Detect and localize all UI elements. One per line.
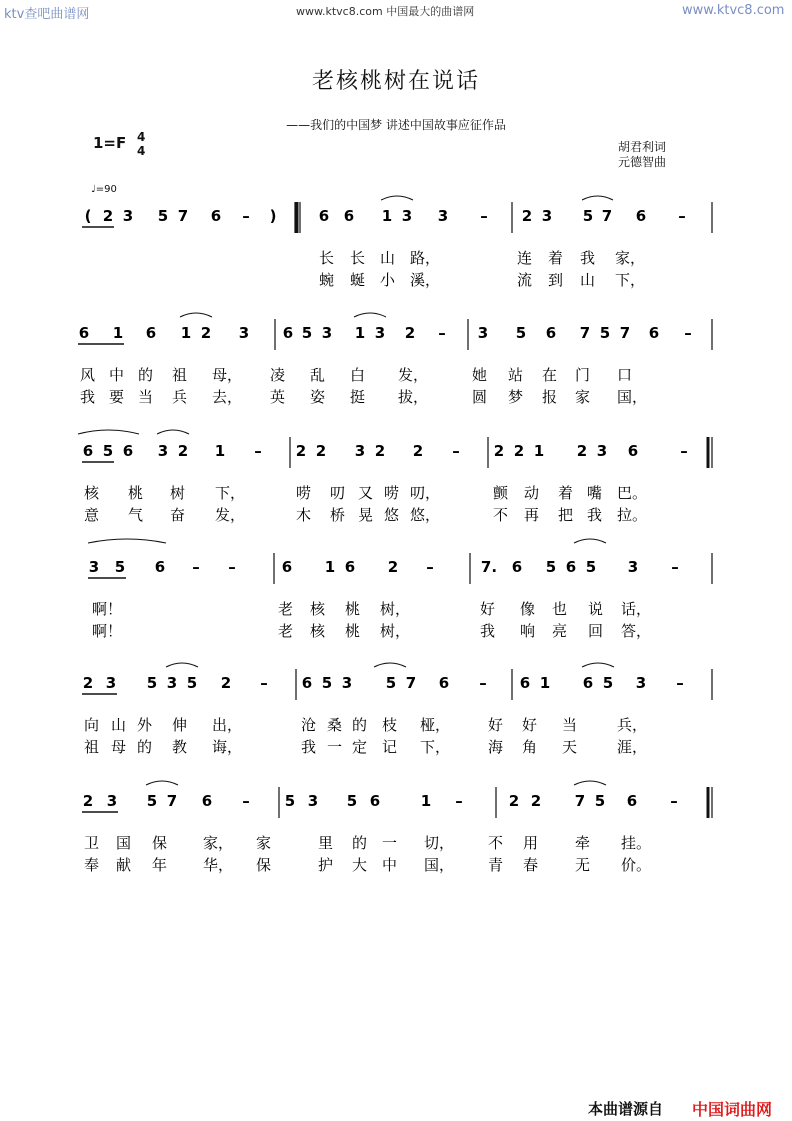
lyric-syllable: 定 <box>352 738 368 756</box>
slur-arc <box>374 663 406 667</box>
lyric-syllable: 国， <box>617 388 648 406</box>
lyric-syllable: 桑 <box>327 716 343 734</box>
lyric-syllable: 门 <box>575 366 591 384</box>
lyric-syllable: 一 <box>382 834 398 852</box>
lyric-syllable: 叨， <box>410 484 441 502</box>
lyric-syllable: 流 <box>517 271 533 289</box>
jianpu-note: 5 <box>515 324 527 342</box>
jianpu-note: – <box>242 207 250 225</box>
lyric-syllable: 着 <box>558 484 574 502</box>
lyric-syllable: 好 <box>480 600 496 618</box>
jianpu-note: 3 <box>627 558 639 576</box>
lyric-syllable: 答， <box>621 622 652 640</box>
lyric-syllable: 唠 <box>384 484 400 502</box>
lyric-syllable: 啊！ <box>92 622 123 640</box>
jianpu-note: 5 <box>301 324 313 342</box>
lyric-syllable: 祖 <box>172 366 188 384</box>
jianpu-note: 3 <box>635 674 647 692</box>
lyric-syllable: 着 <box>548 249 564 267</box>
jianpu-note: 2 <box>177 442 189 460</box>
lyric-syllable: 卫 <box>84 834 100 852</box>
lyric-syllable: 用 <box>523 834 539 852</box>
jianpu-note: 3 <box>122 207 134 225</box>
jianpu-note: 5 <box>321 674 333 692</box>
lyric-syllable: 英 <box>270 388 286 406</box>
lyric-syllable: 中 <box>109 366 125 384</box>
lyric-syllable: 唠 <box>296 484 312 502</box>
jianpu-note: 2 <box>387 558 399 576</box>
lyric-syllable: 挂。 <box>621 834 652 852</box>
jianpu-note: 1 <box>539 674 551 692</box>
lyric-syllable: 天 <box>562 738 578 756</box>
jianpu-note: 3 <box>238 324 250 342</box>
jianpu-note: 3 <box>541 207 553 225</box>
lyric-syllable: 再 <box>524 506 540 524</box>
lyric-syllable: 老 <box>278 622 294 640</box>
lyric-syllable: 桥 <box>330 506 346 524</box>
lyric-syllable: 悠， <box>410 506 441 524</box>
lyric-syllable: 蜿 <box>319 271 335 289</box>
lyric-syllable: 的 <box>352 716 368 734</box>
site-link-right[interactable]: www.ktvc8.com <box>682 3 785 18</box>
jianpu-note: – <box>242 792 250 810</box>
jianpu-note: 7 <box>177 207 189 225</box>
jianpu-note: 1 <box>324 558 336 576</box>
slur-arc <box>354 313 386 317</box>
lyric-syllable: 不 <box>493 506 509 524</box>
jianpu-note: – <box>254 442 262 460</box>
jianpu-note: 3 <box>106 792 118 810</box>
time-signature-top: 4 <box>137 130 146 144</box>
slur-arc <box>574 781 606 785</box>
lyric-syllable: 一 <box>327 738 343 756</box>
lyric-syllable: 发， <box>215 506 246 524</box>
jianpu-note: 2 <box>530 792 542 810</box>
lyric-syllable: 年 <box>152 856 168 874</box>
lyric-syllable: 祖 <box>84 738 100 756</box>
jianpu-note: 2 <box>315 442 327 460</box>
jianpu-note: 1 <box>214 442 226 460</box>
lyric-syllable: 巴。 <box>617 484 648 502</box>
lyric-syllable: 树 <box>170 484 186 502</box>
jianpu-note: 5 <box>582 207 594 225</box>
jianpu-note: 7 <box>166 792 178 810</box>
lyric-syllable: 伸 <box>172 716 188 734</box>
song-title: 老核桃树在说话 <box>311 69 480 94</box>
jianpu-note: 6 <box>369 792 381 810</box>
lyric-syllable: 大 <box>352 856 368 874</box>
lyric-syllable: 在 <box>542 366 558 384</box>
lyric-syllable: 动 <box>524 484 540 502</box>
lyric-syllable: 发， <box>398 366 429 384</box>
jianpu-note: 1 <box>381 207 393 225</box>
lyric-syllable: 家， <box>203 834 234 852</box>
jianpu-note: – <box>480 207 488 225</box>
lyric-syllable: 回 <box>588 622 604 640</box>
lyric-syllable: 的 <box>137 738 153 756</box>
jianpu-note: – <box>438 324 446 342</box>
jianpu-note: 2 <box>508 792 520 810</box>
lyric-syllable: 晃 <box>358 506 374 524</box>
lyric-syllable: 国 <box>116 834 132 852</box>
jianpu-note: – <box>426 558 434 576</box>
lyric-syllable: 啊！ <box>92 600 123 618</box>
slur-arc <box>582 663 614 667</box>
lyric-syllable: 桃 <box>345 622 361 640</box>
jianpu-note: – <box>479 674 487 692</box>
jianpu-note: 6 <box>122 442 134 460</box>
lyric-syllable: 嘴 <box>587 484 603 502</box>
lyric-syllable: 枝 <box>382 716 398 734</box>
jianpu-note: 6 <box>648 324 660 342</box>
jianpu-note: 6 <box>210 207 222 225</box>
jianpu-note: 6 <box>301 674 313 692</box>
lyric-syllable: 保 <box>256 856 272 874</box>
song-subtitle: ——我们的中国梦 讲述中国故事应征作品 <box>286 118 506 132</box>
jianpu-note: 7 <box>574 792 586 810</box>
lyric-syllable: 当 <box>562 716 578 734</box>
jianpu-note: 5 <box>157 207 169 225</box>
jianpu-note: 6 <box>82 442 94 460</box>
jianpu-note: 5 <box>585 558 597 576</box>
lyric-syllable: 奉 <box>84 856 100 874</box>
jianpu-note: 5 <box>545 558 557 576</box>
lyric-syllable: 母 <box>111 738 127 756</box>
site-banner: www.ktvc8.com 中国最大的曲谱网 <box>296 5 475 18</box>
lyric-syllable: 下， <box>420 738 451 756</box>
lyric-syllable: 教 <box>172 738 188 756</box>
lyric-syllable: 长 <box>350 249 366 267</box>
lyric-syllable: 无 <box>575 856 591 874</box>
jianpu-note: 3 <box>105 674 117 692</box>
lyric-syllable: 出， <box>212 716 243 734</box>
lyric-syllable: 青 <box>488 856 504 874</box>
jianpu-note: 6 <box>627 442 639 460</box>
jianpu-note: 5 <box>346 792 358 810</box>
slur-arc <box>582 196 613 200</box>
lyric-syllable: 姿 <box>310 388 326 406</box>
lyric-syllable: 春 <box>523 856 539 874</box>
site-logo-left[interactable]: ktv查吧曲谱网 <box>4 7 90 22</box>
lyric-syllable: 我 <box>301 738 317 756</box>
slur-arc <box>146 781 178 785</box>
lyric-syllable: 路， <box>410 249 441 267</box>
jianpu-note: 2 <box>220 674 232 692</box>
jianpu-note: – <box>684 324 692 342</box>
lyric-syllable: 桃 <box>345 600 361 618</box>
jianpu-note: 6 <box>438 674 450 692</box>
jianpu-note: 5 <box>284 792 296 810</box>
slur-arc <box>157 430 189 434</box>
jianpu-note: 7 <box>579 324 591 342</box>
lyric-syllable: 溪， <box>410 271 441 289</box>
lyric-syllable: 山 <box>380 249 396 267</box>
jianpu-note: 5 <box>602 674 614 692</box>
jianpu-note: 3 <box>477 324 489 342</box>
jianpu-note: 6 <box>635 207 647 225</box>
slur-arc <box>166 663 198 667</box>
jianpu-note: 2 <box>102 207 114 225</box>
jianpu-note: 5 <box>114 558 126 576</box>
jianpu-note: 6 <box>344 558 356 576</box>
jianpu-note: 3 <box>374 324 386 342</box>
lyric-syllable: 核 <box>310 600 326 618</box>
slur-arc <box>574 539 606 543</box>
lyric-syllable: 叨 <box>330 484 346 502</box>
lyric-syllable: 不 <box>488 834 504 852</box>
lyric-syllable: 凌 <box>270 366 286 384</box>
lyric-syllable: 我 <box>480 622 496 640</box>
jianpu-note: 6 <box>565 558 577 576</box>
lyric-syllable: 海 <box>488 738 504 756</box>
lyric-syllable: 要 <box>109 388 125 406</box>
lyric-syllable: 又 <box>358 484 374 502</box>
lyric-syllable: 家 <box>575 388 591 406</box>
lyric-syllable: 奋 <box>170 506 186 524</box>
lyric-syllable: 兵 <box>172 388 188 406</box>
lyric-syllable: 树， <box>380 600 411 618</box>
lyric-syllable: 诲， <box>212 738 243 756</box>
jianpu-note: 7 <box>619 324 631 342</box>
jianpu-note: 6 <box>78 324 90 342</box>
lyric-syllable: 涯， <box>617 738 648 756</box>
lyricist-credit: 胡君利词 <box>618 140 667 154</box>
lyric-syllable: 山 <box>111 716 127 734</box>
key-signature: 1=F <box>93 134 127 152</box>
jianpu-note: 2 <box>295 442 307 460</box>
lyric-syllable: 树， <box>380 622 411 640</box>
lyric-syllable: 木 <box>296 506 312 524</box>
lyric-syllable: 山 <box>580 271 596 289</box>
composer-credit: 元德智曲 <box>618 155 667 169</box>
lyric-syllable: 向 <box>84 716 100 734</box>
lyric-syllable: 价。 <box>621 856 652 874</box>
footer-site-link[interactable]: 中国词曲网 <box>692 1100 773 1119</box>
jianpu-note: 2 <box>374 442 386 460</box>
lyric-syllable: 家 <box>256 834 272 852</box>
slur-arc <box>180 313 212 317</box>
lyric-syllable: 角 <box>522 738 538 756</box>
lyric-syllable: 报 <box>542 388 558 406</box>
jianpu-note: 2 <box>576 442 588 460</box>
jianpu-note: 2 <box>521 207 533 225</box>
lyric-syllable: 下， <box>615 271 646 289</box>
lyric-syllable: 颤 <box>493 484 509 502</box>
lyric-syllable: 站 <box>508 366 524 384</box>
lyric-syllable: 护 <box>318 856 334 874</box>
jianpu-note: – <box>452 442 460 460</box>
jianpu-note: 2 <box>82 792 94 810</box>
tempo-marking: ♩=90 <box>91 184 117 195</box>
lyric-syllable: 小 <box>380 271 396 289</box>
lyric-syllable: 献 <box>116 856 132 874</box>
lyric-syllable: 长 <box>319 249 335 267</box>
lyric-syllable: 响 <box>520 622 536 640</box>
lyric-syllable: 也 <box>552 600 568 618</box>
jianpu-note: 7. <box>480 558 498 576</box>
jianpu-note: 6 <box>154 558 166 576</box>
slur-arc <box>381 196 413 200</box>
lyric-syllable: 像 <box>520 600 536 618</box>
jianpu-note: 3 <box>341 674 353 692</box>
jianpu-note: 5 <box>146 792 158 810</box>
jianpu-note: 3 <box>166 674 178 692</box>
lyric-syllable: 话， <box>621 600 652 618</box>
lyric-syllable: 好 <box>522 716 538 734</box>
jianpu-note: 6 <box>519 674 531 692</box>
lyric-syllable: 乱 <box>310 366 326 384</box>
jianpu-note: 2 <box>200 324 212 342</box>
lyric-syllable: 口 <box>617 366 633 384</box>
lyric-syllable: 好 <box>488 716 504 734</box>
lyric-syllable: 下， <box>215 484 246 502</box>
jianpu-note: 6 <box>318 207 330 225</box>
lyric-syllable: 梦 <box>508 388 524 406</box>
lyric-syllable: 气 <box>128 506 144 524</box>
slur-arc <box>88 539 166 543</box>
lyric-syllable: 拉。 <box>617 506 648 524</box>
lyric-syllable: 我 <box>80 388 96 406</box>
lyric-syllable: 核 <box>84 484 100 502</box>
jianpu-note: ) <box>269 207 277 225</box>
jianpu-note: 6 <box>201 792 213 810</box>
lyric-syllable: 悠 <box>384 506 400 524</box>
lyric-syllable: 意 <box>84 506 100 524</box>
lyric-syllable: 她 <box>472 366 488 384</box>
jianpu-note: – <box>228 558 236 576</box>
lyric-syllable: 里 <box>318 834 334 852</box>
lyric-syllable: 国， <box>424 856 455 874</box>
jianpu-note: 2 <box>404 324 416 342</box>
jianpu-note: 3 <box>437 207 449 225</box>
jianpu-note: – <box>678 207 686 225</box>
lyric-syllable: 亮 <box>552 622 568 640</box>
lyric-syllable: 兵， <box>617 716 648 734</box>
jianpu-note: 6 <box>145 324 157 342</box>
jianpu-note: – <box>680 442 688 460</box>
jianpu-note: 7 <box>601 207 613 225</box>
jianpu-note: 3 <box>88 558 100 576</box>
lyric-syllable: 把 <box>558 506 574 524</box>
jianpu-note: – <box>670 792 678 810</box>
jianpu-note: 6 <box>511 558 523 576</box>
jianpu-note: 5 <box>385 674 397 692</box>
lyric-syllable: 牵 <box>575 834 591 852</box>
jianpu-note: 6 <box>626 792 638 810</box>
jianpu-note: 1 <box>112 324 124 342</box>
lyric-syllable: 蜒 <box>350 271 366 289</box>
lyric-syllable: 挺 <box>350 388 366 406</box>
lyric-syllable: 桃 <box>128 484 144 502</box>
lyric-syllable: 核 <box>310 622 326 640</box>
jianpu-note: 3 <box>596 442 608 460</box>
lyric-syllable: 母， <box>212 366 243 384</box>
jianpu-note: – <box>676 674 684 692</box>
lyric-syllable: 切， <box>424 834 455 852</box>
jianpu-note: 1 <box>533 442 545 460</box>
jianpu-note: ( <box>84 207 92 225</box>
lyric-syllable: 保 <box>152 834 168 852</box>
jianpu-note: – <box>455 792 463 810</box>
jianpu-note: 1 <box>180 324 192 342</box>
lyric-syllable: 我 <box>580 249 596 267</box>
jianpu-note: 3 <box>354 442 366 460</box>
jianpu-note: 6 <box>582 674 594 692</box>
lyric-syllable: 连 <box>517 249 533 267</box>
lyric-syllable: 外 <box>137 716 153 734</box>
jianpu-note: 2 <box>412 442 424 460</box>
jianpu-note: 5 <box>102 442 114 460</box>
lyric-syllable: 中 <box>382 856 398 874</box>
lyric-syllable: 桠， <box>420 716 451 734</box>
lyric-syllable: 华， <box>203 856 234 874</box>
jianpu-note: 2 <box>82 674 94 692</box>
lyric-syllable: 沧 <box>301 716 317 734</box>
jianpu-note: 6 <box>343 207 355 225</box>
lyric-syllable: 当 <box>138 388 154 406</box>
lyric-syllable: 家， <box>615 249 646 267</box>
slur-arc <box>78 430 139 434</box>
lyric-syllable: 记 <box>382 738 398 756</box>
lyric-syllable: 去， <box>212 388 243 406</box>
jianpu-note: – <box>192 558 200 576</box>
lyric-syllable: 的 <box>352 834 368 852</box>
lyric-syllable: 风 <box>80 366 96 384</box>
jianpu-note: – <box>671 558 679 576</box>
lyric-syllable: 我 <box>587 506 603 524</box>
jianpu-note: 6 <box>281 558 293 576</box>
jianpu-note: 5 <box>186 674 198 692</box>
lyric-syllable: 圆 <box>472 388 488 406</box>
jianpu-note: 2 <box>493 442 505 460</box>
lyric-syllable: 拔， <box>398 388 429 406</box>
jianpu-note: 3 <box>321 324 333 342</box>
lyric-syllable: 说 <box>588 600 604 618</box>
jianpu-note: 5 <box>146 674 158 692</box>
lyric-syllable: 到 <box>548 271 564 289</box>
jianpu-note: – <box>260 674 268 692</box>
jianpu-note: 2 <box>513 442 525 460</box>
lyric-syllable: 白 <box>350 366 366 384</box>
jianpu-note: 1 <box>420 792 432 810</box>
jianpu-note: 3 <box>157 442 169 460</box>
time-signature-bottom: 4 <box>137 144 146 158</box>
jianpu-note: 3 <box>401 207 413 225</box>
jianpu-note: 1 <box>354 324 366 342</box>
footer-source-label: 本曲谱源自 <box>588 1100 664 1118</box>
jianpu-note: 3 <box>307 792 319 810</box>
jianpu-note: 5 <box>594 792 606 810</box>
jianpu-note: 6 <box>545 324 557 342</box>
jianpu-note: 7 <box>405 674 417 692</box>
jianpu-note: 5 <box>599 324 611 342</box>
jianpu-note: 6 <box>282 324 294 342</box>
lyric-syllable: 的 <box>138 366 154 384</box>
lyric-syllable: 老 <box>278 600 294 618</box>
